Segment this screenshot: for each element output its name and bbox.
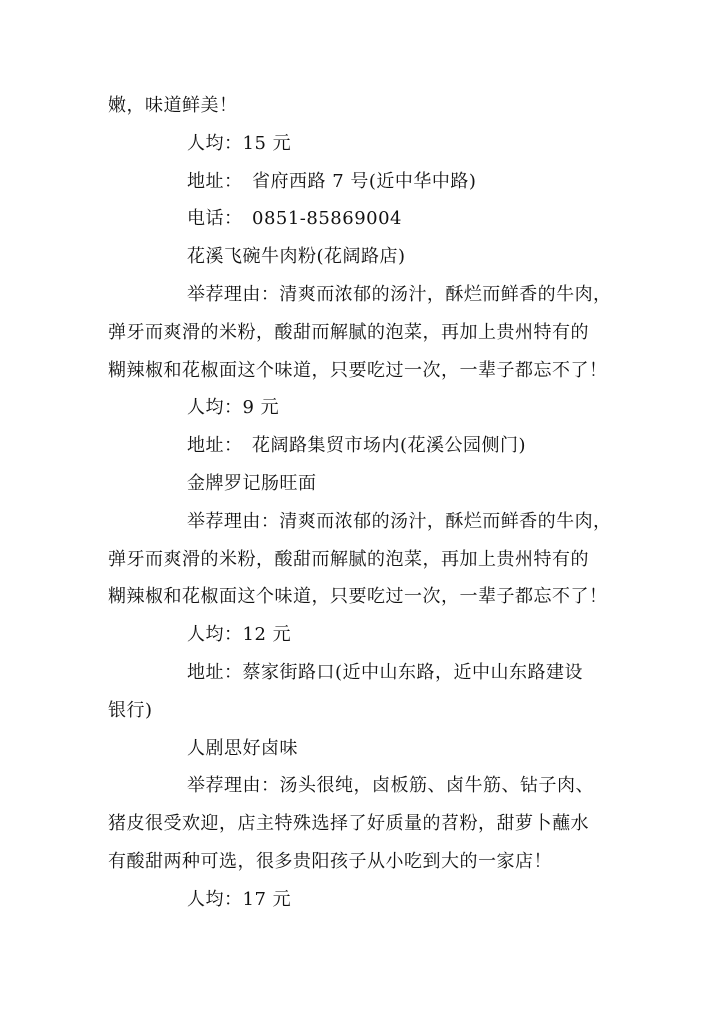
text-line: 弹牙而爽滑的米粉，酸甜而解腻的泡菜，再加上贵州特有的 — [108, 322, 589, 343]
address-line: 地址： 省府西路 7 号(近中华中路) — [187, 171, 477, 192]
text-line: 糊辣椒和花椒面这个味道，只要吃过一次，一辈子都忘不了！ — [108, 360, 608, 381]
text-line: 有酸甜两种可选，很多贵阳孩子从小吃到大的一家店！ — [108, 851, 552, 872]
address-line: 地址：蔡家街路口(近中山东路，近中山东路建设 — [187, 662, 584, 683]
reason-line: 举荐理由：清爽而浓郁的汤汁，酥烂而鲜香的牛肉， — [187, 284, 612, 305]
text-line: 糊辣椒和花椒面这个味道，只要吃过一次，一辈子都忘不了！ — [108, 586, 608, 607]
price-line: 人均：9 元 — [187, 397, 280, 418]
reason-line: 举荐理由：清爽而浓郁的汤汁，酥烂而鲜香的牛肉， — [187, 511, 612, 532]
shop-title: 人剧思好卤味 — [187, 738, 298, 759]
text-line: 嫩，味道鲜美！ — [108, 95, 238, 116]
shop-title: 花溪飞碗牛肉粉(花阔路店) — [187, 246, 406, 267]
text-line: 银行) — [108, 700, 153, 721]
phone-line: 电话： 0851-85869004 — [187, 208, 403, 229]
price-line: 人均：17 元 — [187, 889, 292, 910]
text-line: 猪皮很受欢迎，店主特殊选择了好质量的苕粉，甜萝卜蘸水 — [108, 813, 589, 834]
price-line: 人均：15 元 — [187, 133, 292, 154]
address-line: 地址： 花阔路集贸市场内(花溪公园侧门) — [187, 435, 527, 456]
text-line: 弹牙而爽滑的米粉，酸甜而解腻的泡菜，再加上贵州特有的 — [108, 549, 589, 570]
shop-title: 金牌罗记肠旺面 — [187, 473, 317, 494]
reason-line: 举荐理由：汤头很纯，卤板筋、卤牛筋、钻子肉、 — [187, 775, 594, 796]
price-line: 人均：12 元 — [187, 624, 292, 645]
